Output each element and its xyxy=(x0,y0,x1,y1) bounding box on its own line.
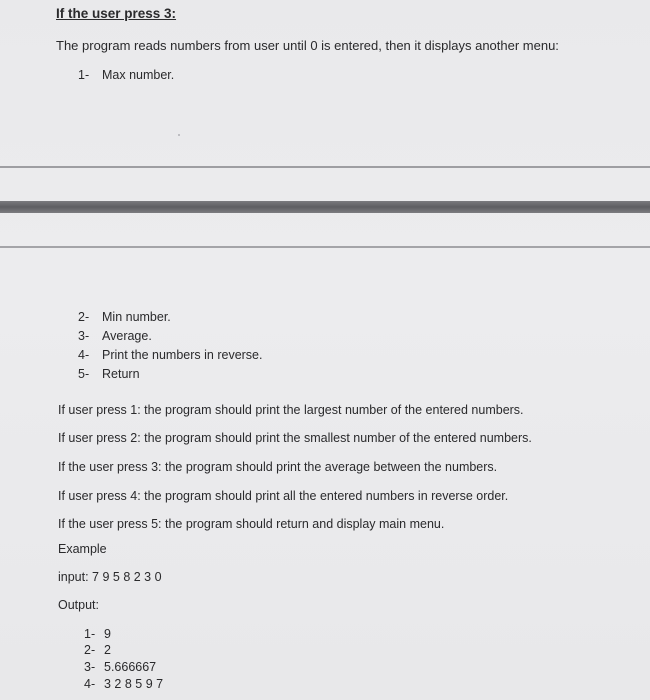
stray-dot xyxy=(178,134,180,136)
section-heading: If the user press 3: xyxy=(56,6,177,21)
divider-bar xyxy=(0,201,650,213)
menu-item-label: Print the numbers in reverse. xyxy=(102,348,263,362)
rule-text: If user press 2: the program should print the smallest number of the entered numbers. xyxy=(58,431,532,445)
output-item-value: 3 2 8 5 9 7 xyxy=(104,677,164,691)
rule-text: If user press 1: the program should print the largest number of the entered numbers. xyxy=(58,403,524,417)
example-label: Example xyxy=(58,542,107,556)
output-item-number: 4- xyxy=(84,677,96,691)
menu-item-label: Max number. xyxy=(102,68,175,82)
output-item-number: 3- xyxy=(84,660,96,674)
rule-text: If the user press 3: the program should print the average between the numbers. xyxy=(58,460,498,474)
output-item-number: 1- xyxy=(84,627,96,641)
menu-item-label: Min number. xyxy=(102,310,171,324)
menu-item-number: 3- xyxy=(78,329,90,343)
menu-item-number: 2- xyxy=(78,310,90,324)
menu-item-label: Return xyxy=(102,367,140,381)
menu-item-label: Average. xyxy=(102,329,152,343)
divider-line xyxy=(0,246,650,248)
output-item-number: 2- xyxy=(84,643,96,657)
output-item-value: 5.666667 xyxy=(104,660,157,674)
output-item-value: 2 xyxy=(104,643,111,657)
input-line: input: 7 9 5 8 2 3 0 xyxy=(58,570,162,584)
output-item-value: 9 xyxy=(104,627,111,641)
menu-item-number: 1- xyxy=(78,68,90,82)
output-label: Output: xyxy=(58,598,99,612)
intro-text: The program reads numbers from user until 0 is entered, then it displays another menu: xyxy=(56,38,559,53)
divider-line xyxy=(0,166,650,168)
rule-text: If user press 4: the program should print all the entered numbers in reverse order. xyxy=(58,489,509,503)
menu-item-number: 4- xyxy=(78,348,90,362)
menu-item-number: 5- xyxy=(78,367,90,381)
rule-text: If the user press 5: the program should return and display main menu. xyxy=(58,517,445,531)
